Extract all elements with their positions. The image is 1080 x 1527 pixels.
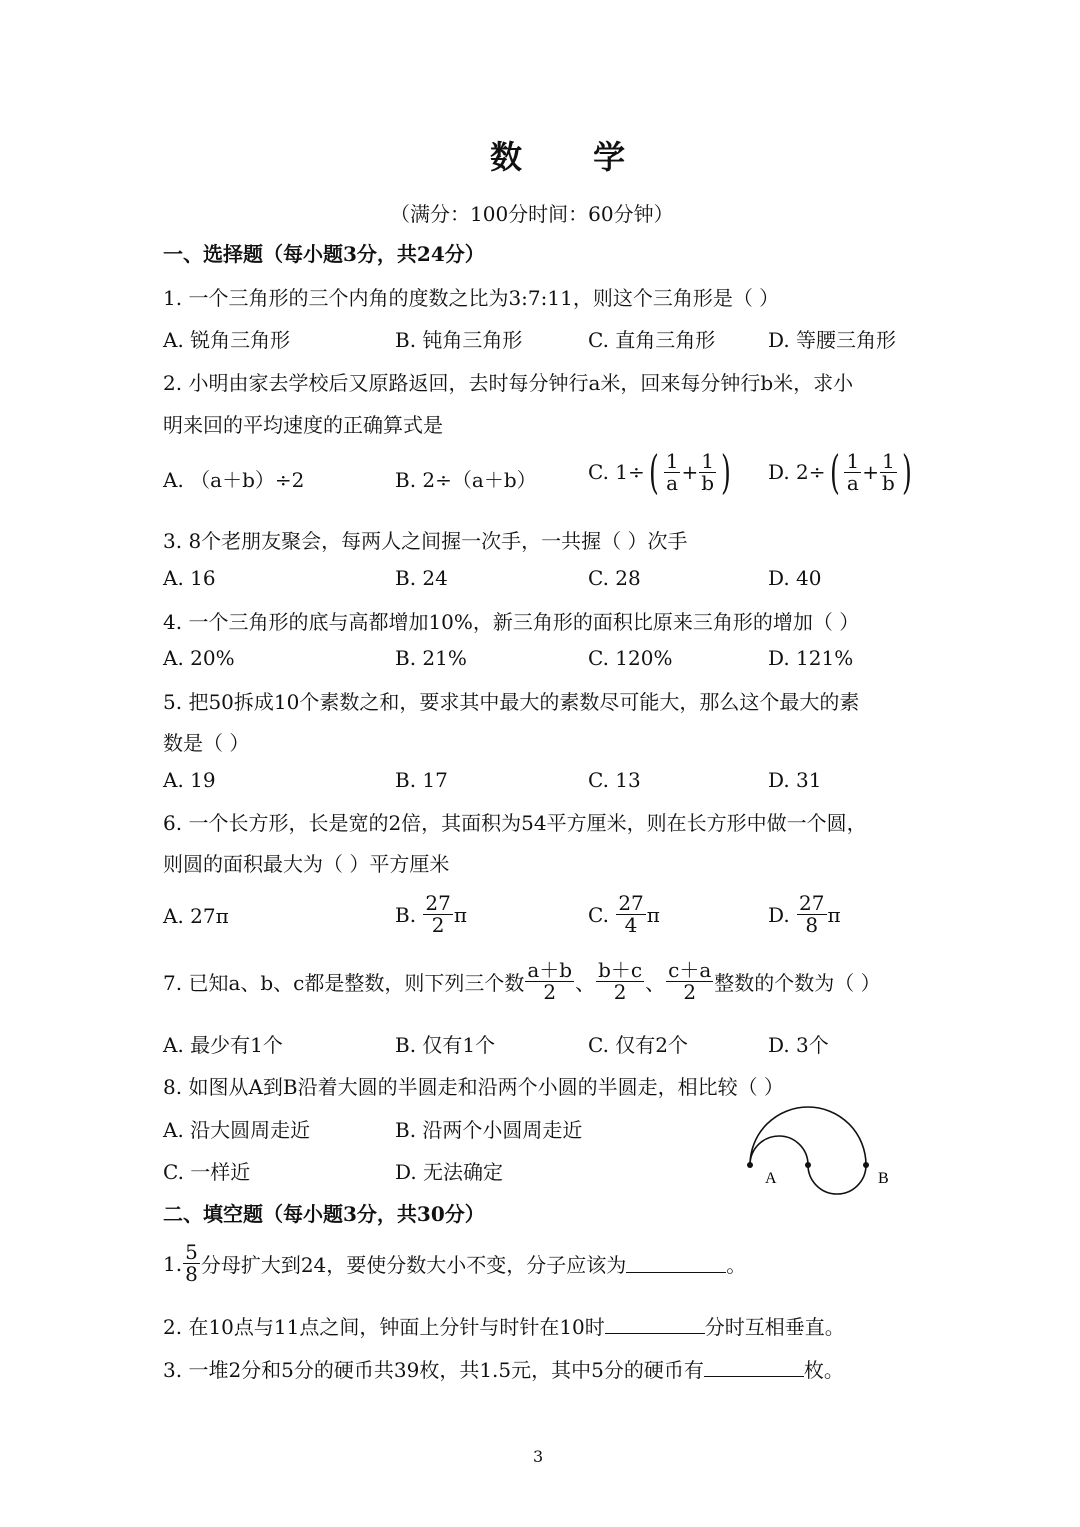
q6-line1: 6. 一个长方形，长是宽的2倍，其面积为54平方厘米，则在长方形中做一个圆， (163, 811, 867, 835)
q2-c-prefix: C. 1÷ (588, 460, 645, 484)
q2-d-prefix: D. 2÷ (768, 460, 826, 484)
point-b-dot (863, 1162, 869, 1168)
q8-option-b: B. 沿两个小圆周走近 (395, 1118, 583, 1142)
point-a-dot (747, 1162, 753, 1168)
label-a: A (765, 1170, 777, 1187)
q5-option-d: D. 31 (768, 768, 822, 792)
q3-option-a: A. 16 (163, 566, 216, 590)
section2-heading: 二、填空题（每小题3分，共30分） (163, 1202, 485, 1226)
section1-heading: 一、选择题（每小题3分，共24分） (163, 242, 485, 266)
q7-option-a: A. 最少有1个 (163, 1033, 283, 1057)
label-b: B (878, 1170, 889, 1187)
q1-option-b: B. 钝角三角形 (395, 328, 523, 352)
q6-option-a: A. 27π (163, 904, 229, 928)
q5-line2: 数是（ ） (163, 731, 250, 755)
q7-option-c: C. 仅有2个 (588, 1033, 689, 1057)
fraction: $\frac{5}{8}$ (185, 1240, 198, 1286)
q5-line1: 5. 把50拆成10个素数之和，要求其中最大的素数尽可能大，那么这个最大的素 (163, 690, 860, 714)
q4-option-a: A. 20% (163, 646, 235, 670)
page-title: 数 学 (490, 138, 656, 176)
q4-text: 4. 一个三角形的底与高都增加10%，新三角形的面积比原来三角形的增加（ ） (163, 610, 860, 634)
q2-option-a: A. （a＋b）÷2 (163, 468, 305, 492)
fraction: $\frac{1}{a}$ (665, 448, 679, 495)
q2-option-d: D. 2÷ ( $\frac{1}{a}$ + $\frac{1}{b}$ ) (768, 445, 912, 499)
fill-q1: 1. $\frac{5}{8}$ 分母扩大到24，要使分数大小不变，分子应该为 。 (163, 1240, 747, 1286)
fraction: $\frac{27}{4}$ (618, 891, 644, 937)
q4-option-b: B. 21% (395, 646, 467, 670)
q6-option-d: D. $\frac{27}{8}$ π (768, 891, 841, 937)
q5-option-b: B. 17 (395, 768, 448, 792)
q2-line2: 明来回的平均速度的正确算式是 (163, 413, 443, 437)
q8-option-d: D. 无法确定 (395, 1160, 504, 1184)
fraction: $\frac{27}{2}$ (425, 891, 451, 937)
fraction: $\frac{1}{a}$ (846, 448, 860, 495)
q1-text: 1. 一个三角形的三个内角的度数之比为3:7:11，则这个三角形是（ ） (163, 286, 780, 310)
q4-option-d: D. 121% (768, 646, 854, 670)
q1-option-c: C. 直角三角形 (588, 328, 716, 352)
q2-option-c: C. 1÷ ( $\frac{1}{a}$ + $\frac{1}{b}$ ) (588, 445, 731, 499)
q4-option-c: C. 120% (588, 646, 673, 670)
small-semicircle (808, 1165, 866, 1194)
fraction: $\frac{1}{b}$ (701, 448, 715, 495)
q6-option-c: C. $\frac{27}{4}$ π (588, 891, 660, 937)
fraction: $\frac{27}{8}$ (799, 891, 825, 937)
q5-option-a: A. 19 (163, 768, 216, 792)
q1-option-a: A. 锐角三角形 (163, 328, 291, 352)
fraction: $\frac{a+b}{2}$ (527, 958, 573, 1004)
q8-option-a: A. 沿大圆周走近 (163, 1118, 311, 1142)
right-paren: ) (901, 445, 912, 499)
q6-option-b: B. $\frac{27}{2}$ π (395, 891, 468, 937)
fill-q2: 2. 在10点与11点之间，钟面上分针与时针在10时 分时互相垂直。 (163, 1315, 845, 1339)
fraction: $\frac{c+a}{2}$ (668, 958, 712, 1004)
fraction: $\frac{b+c}{2}$ (598, 958, 643, 1004)
answer-blank[interactable] (626, 1254, 726, 1273)
answer-blank[interactable] (605, 1315, 705, 1334)
q1-option-d: D. 等腰三角形 (768, 328, 897, 352)
answer-blank[interactable] (704, 1358, 804, 1377)
fill-q3: 3. 一堆2分和5分的硬币共39枚，共1.5元，其中5分的硬币有 枚。 (163, 1358, 844, 1382)
exam-subtitle: （满分：100分时间：60分钟） (390, 202, 674, 226)
q7-option-d: D. 3个 (768, 1033, 829, 1057)
q7-text: 7. 已知a、b、c都是整数，则下列三个数 $\frac{a+b}{2}$ 、 $\frac{b+c}{2}$ 、 $\frac{c+a}{2}$ 整数的个数为（ ） (163, 958, 881, 1004)
q3-option-d: D. 40 (768, 566, 822, 590)
page-number: 3 (533, 1447, 544, 1466)
q3-option-c: C. 28 (588, 566, 641, 590)
q8-text: 8. 如图从A到B沿着大圆的半圆走和沿两个小圆的半圆走，相比较（ ） (163, 1075, 784, 1099)
q2-line1: 2. 小明由家去学校后又原路返回，去时每分钟行a米，回来每分钟行b米，求小 (163, 371, 854, 395)
q2-option-b: B. 2÷（a＋b） (395, 468, 537, 492)
semicircle-figure (735, 1095, 905, 1205)
midpoint-dot (805, 1162, 811, 1168)
left-paren: ( (829, 445, 840, 499)
q7-option-b: B. 仅有1个 (395, 1033, 496, 1057)
q6-line2: 则圆的面积最大为（ ）平方厘米 (163, 852, 450, 876)
q8-option-c: C. 一样近 (163, 1160, 251, 1184)
right-paren: ) (721, 445, 731, 499)
q3-option-b: B. 24 (395, 566, 448, 590)
q3-text: 3. 8个老朋友聚会，每两人之间握一次手，一共握（ ）次手 (163, 529, 688, 553)
left-paren: ( (648, 445, 659, 499)
large-semicircle (750, 1107, 866, 1165)
q5-option-c: C. 13 (588, 768, 641, 792)
fraction: $\frac{1}{b}$ (881, 448, 895, 495)
small-semicircle (750, 1136, 808, 1165)
